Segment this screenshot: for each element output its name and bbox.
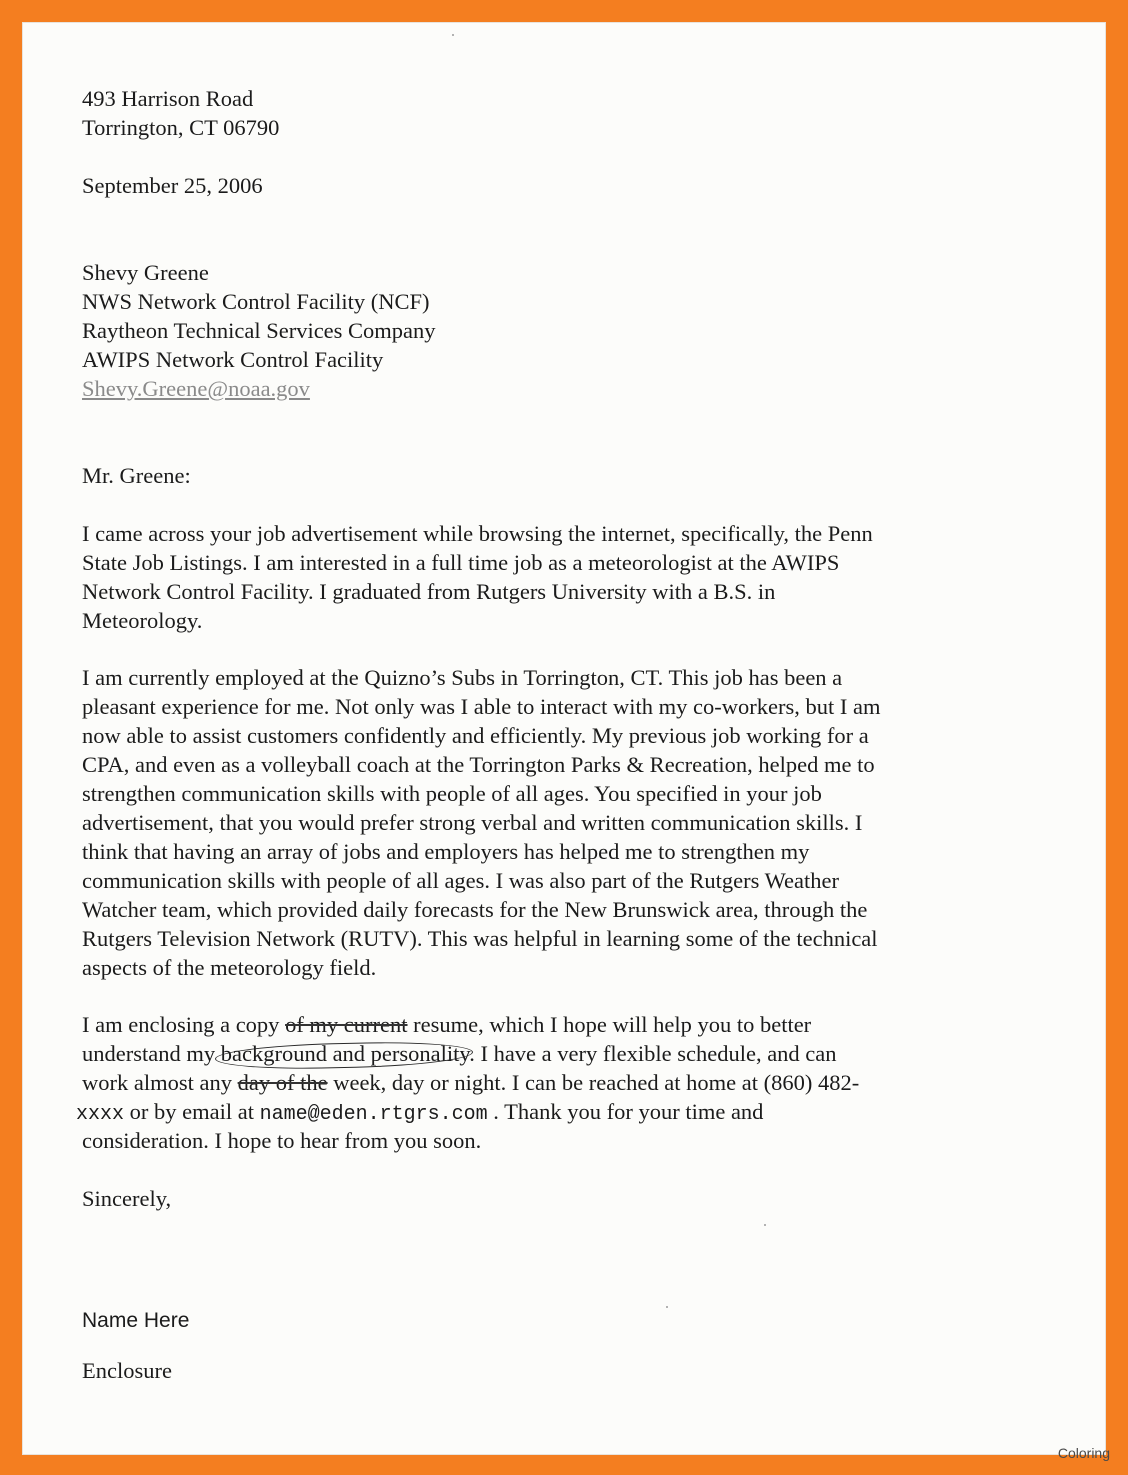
closing: Sincerely, <box>82 1186 172 1211</box>
paragraph-2-line: I am currently employed at the Quizno’s Subs in Torrington, CT. This job has been a <box>82 665 843 690</box>
scan-speck <box>666 1306 668 1308</box>
paragraph-2-line: CPA, and even as a volleyball coach at the Torrington Parks & Recreation, helped me to <box>82 752 875 777</box>
paragraph-2-line: strengthen communication skills with people of all ages. You specified in your job <box>82 781 822 806</box>
paragraph-2-line: think that having an array of jobs and employers has helped me to strengthen my <box>82 839 810 864</box>
salutation: Mr. Greene: <box>82 463 191 488</box>
recipient-email-line <box>82 374 310 403</box>
phone-placeholder: xxxx <box>76 1103 125 1126</box>
text-run: work almost any <box>82 1070 238 1095</box>
paragraph-3-line <box>82 1010 811 1039</box>
enclosure: Enclosure <box>82 1358 172 1383</box>
sender-street: 493 Harrison Road <box>82 86 254 111</box>
text-run: I am enclosing a copy <box>82 1012 286 1037</box>
paragraph-2-line: pleasant experience for me. Not only was I able to interact with my co-workers, but I am <box>82 694 881 719</box>
recipient-line-2: Raytheon Technical Services Company <box>82 318 436 343</box>
letter-page <box>22 22 1106 1455</box>
paragraph-2-line: now able to assist customers confidently and efficiently. My previous job working for a <box>82 723 869 748</box>
email-address: name@eden.rtgrs.com <box>259 1103 488 1126</box>
paragraph-1-line: I came across your job advertisement while browsing the internet, specifically, the Penn <box>82 521 873 546</box>
circled-text: background and personality <box>220 1041 470 1066</box>
paragraph-2-line: Rutgers Television Network (RUTV). This was helpful in learning some of the technical <box>82 926 878 951</box>
paragraph-2-line: advertisement, that you would prefer strong verbal and written communication skills. I <box>82 810 863 835</box>
watermark-text: Coloring <box>1057 1445 1110 1461</box>
text-run: . I have a very flexible schedule, and can <box>469 1041 837 1066</box>
paragraph-3-line: consideration. I hope to hear from you soon. <box>82 1128 482 1153</box>
text-run: resume, which I hope will help you to better <box>407 1012 812 1037</box>
recipient-line-3: AWIPS Network Control Facility <box>82 347 384 372</box>
paragraph-2-line: Watcher team, which provided daily forecasts for the New Brunswick area, through the <box>82 897 868 922</box>
text-run: . Thank you for your time and <box>487 1099 764 1124</box>
paragraph-3-line <box>82 1068 859 1097</box>
paragraph-1-line: Network Control Facility. I graduated from Rutgers University with a B.S. in <box>82 579 776 604</box>
paragraph-2-line: communication skills with people of all ages. I was also part of the Rutgers Weather <box>82 868 839 893</box>
sender-city: Torrington, CT 06790 <box>82 115 280 140</box>
text-run: week, day or night. I can be reached at home at (860) 482- <box>327 1070 860 1095</box>
scan-speck <box>452 34 454 36</box>
recipient-email-link[interactable]: Shevy.Greene@noaa.gov <box>82 376 310 401</box>
recipient-line-1: NWS Network Control Facility (NCF) <box>82 289 430 314</box>
text-run: or by email at <box>124 1099 260 1124</box>
scan-speck <box>764 1224 766 1226</box>
paragraph-1-line: Meteorology. <box>82 608 203 633</box>
paragraph-1-line: State Job Listings. I am interested in a full time job as a meteorologist at the AWIPS <box>82 550 840 575</box>
recipient-name: Shevy Greene <box>82 260 209 285</box>
paragraph-3-line <box>82 1039 837 1068</box>
text-run: understand my <box>82 1041 221 1066</box>
paragraph-3-line <box>76 1097 763 1129</box>
struck-text: of my current <box>285 1012 408 1037</box>
paragraph-2-line: aspects of the meteorology field. <box>82 955 377 980</box>
letter-date: September 25, 2006 <box>82 173 263 198</box>
struck-text: day of the <box>237 1070 328 1095</box>
signature-name: Name Here <box>82 1309 190 1332</box>
